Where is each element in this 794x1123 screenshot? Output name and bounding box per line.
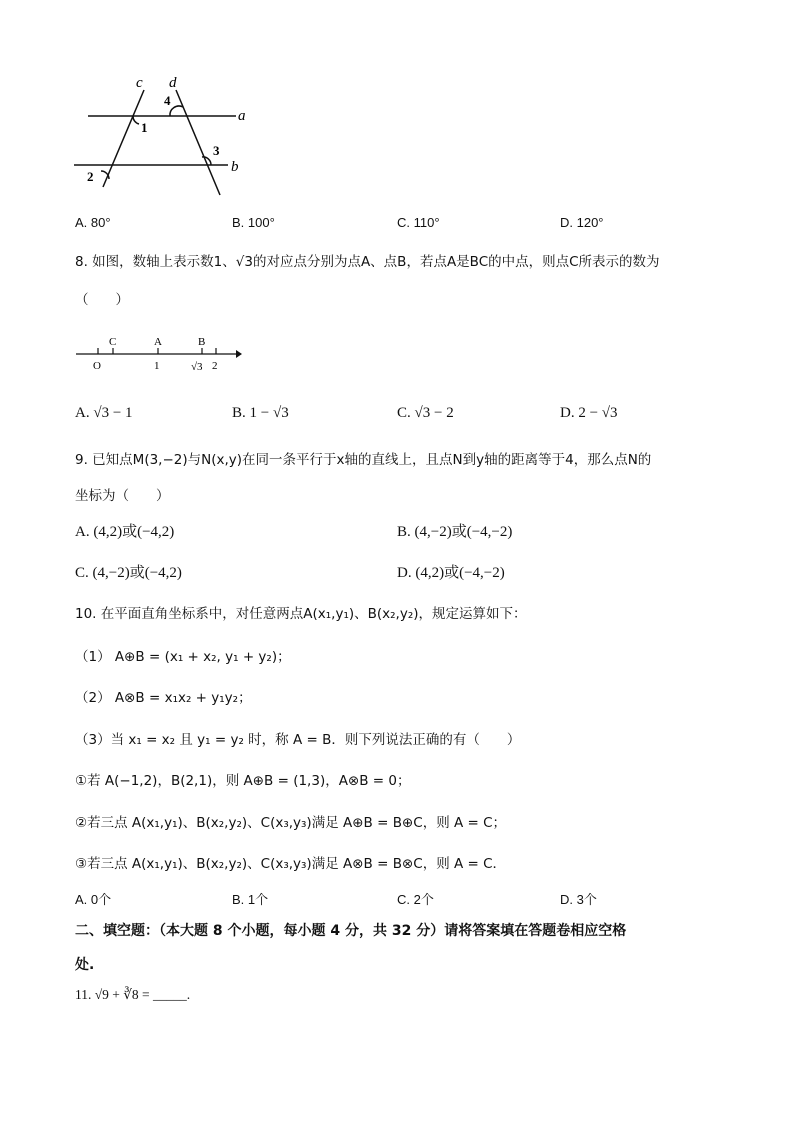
q8-option-c: C. √3 − 2	[397, 405, 454, 421]
point-label-a: A	[154, 336, 162, 348]
angle-label-2: 2	[87, 169, 94, 184]
q7-option-b: B. 100°	[232, 215, 275, 230]
angle-2-arc	[101, 171, 109, 179]
angle-label-3: 3	[213, 143, 220, 158]
q8-question-text: 8. 如图，数轴上表示数1、√3的对应点分别为点A、点B，若点A是BC的中点，则点C所表示的数为	[75, 254, 660, 270]
line-c	[103, 90, 144, 187]
angle-label-1: 1	[141, 120, 148, 135]
q10-rule-1: （1） A⊕B = (x₁ + x₂, y₁ + y₂)；	[75, 649, 291, 665]
q10-statement-1: ①若 A(−1,2)，B(2,1)，则 A⊕B = (1,3)，A⊗B = 0；	[75, 773, 411, 789]
q7-option-c: C. 110°	[397, 215, 440, 230]
point-label-b: B	[198, 336, 206, 348]
tick-label-o: O	[93, 360, 101, 372]
label-a: a	[238, 108, 246, 124]
q9-option-b: B. (4,−2)或(−4,−2)	[397, 524, 513, 540]
q10-option-a: A. 0个	[75, 892, 112, 907]
q10-statement-3: ③若三点 A(x₁,y₁)、B(x₂,y₂)、C(x₃,y₃)满足 A⊗B = B⊗C，则 A = C．	[75, 856, 507, 872]
q10-option-c: C. 2个	[397, 892, 434, 907]
angle-1-arc	[133, 116, 139, 124]
q8-option-d: D. 2 − √3	[560, 405, 618, 421]
q7-option-d: D. 120°	[560, 215, 604, 230]
q10-rule-2: （2） A⊗B = x₁x₂ + y₁y₂；	[75, 690, 252, 706]
tick-label-2: 2	[212, 360, 218, 372]
q11-question-text: 11. √9 + ∛8 = _____.	[75, 987, 191, 1002]
q9-question-line1: 9. 已知点M(3,−2)与N(x,y)在同一条平行于x轴的直线上，且点N到y轴的距离等于4，那么点N的	[75, 452, 652, 468]
point-label-c: C	[109, 336, 117, 348]
tick-label-sqrt3: √3	[191, 361, 203, 373]
label-d: d	[169, 75, 177, 91]
parallel-lines-figure	[60, 70, 260, 200]
q10-question-text: 10. 在平面直角坐标系中，对任意两点A(x₁,y₁)、B(x₂,y₂)，规定运算如下：	[75, 606, 527, 622]
q10-rule-3: （3）当 x₁ = x₂ 且 y₁ = y₂ 时，称 A = B．则下列说法正确的有（ ）	[75, 732, 521, 748]
label-c: c	[136, 75, 143, 91]
number-line-figure	[70, 330, 250, 378]
section-2-heading-line2: 处.	[75, 957, 95, 973]
angle-label-4: 4	[164, 93, 171, 108]
q9-option-c: C. (4,−2)或(−4,2)	[75, 565, 182, 581]
q9-question-line2: 坐标为（ ）	[75, 488, 170, 504]
axis-arrow-icon	[236, 350, 242, 358]
q8-option-b: B. 1 − √3	[232, 405, 289, 421]
angle-4-arc	[170, 106, 183, 116]
section-2-heading-line1: 二、填空题：（本大题 8 个小题，每小题 4 分，共 32 分）请将答案填在答题卷相应空格	[75, 923, 627, 939]
q9-option-d: D. (4,2)或(−4,−2)	[397, 565, 505, 581]
q10-option-d: D. 3个	[560, 892, 597, 907]
q10-option-b: B. 1个	[232, 892, 269, 907]
label-b: b	[231, 159, 239, 175]
tick-label-1: 1	[154, 360, 160, 372]
q7-option-a: A. 80°	[75, 215, 111, 230]
q9-option-a: A. (4,2)或(−4,2)	[75, 524, 175, 540]
q10-statement-2: ②若三点 A(x₁,y₁)、B(x₂,y₂)、C(x₃,y₃)满足 A⊕B = B⊕C，则 A = C；	[75, 815, 507, 831]
q8-paren: （ ）	[75, 292, 129, 308]
q8-option-a: A. √3 − 1	[75, 405, 133, 421]
